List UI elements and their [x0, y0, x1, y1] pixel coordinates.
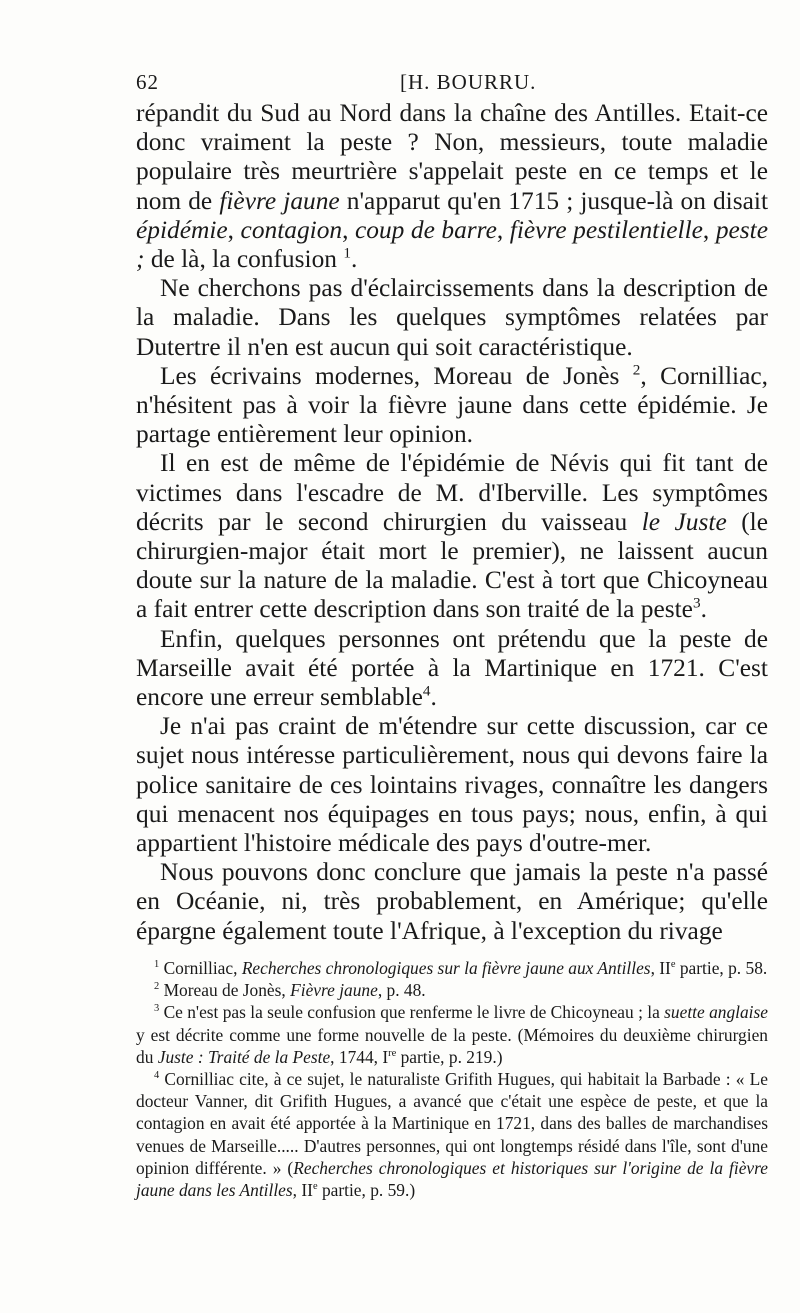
italic-text: Juste : Traité de la Peste [157, 1046, 331, 1067]
text-run: Nous pouvons donc conclure que jamais la peste n'a passé en Océanie, ni, très probablement, en Amérique; qu'elle épargne également toute l'Afrique, à l'exception du rivage [136, 858, 768, 945]
italic-text: épidémie [136, 215, 228, 244]
text-run: partie, p. 59.) [317, 1180, 416, 1201]
italic-text: peste ; [136, 215, 768, 274]
italic-text: fièvre jaune [219, 186, 340, 215]
italic-text: fièvre pestilentielle [509, 215, 703, 244]
text-run: , 1744, I [330, 1046, 389, 1067]
note-marker: 4 [422, 682, 431, 700]
footnote-4 [136, 1068, 768, 1201]
text-run: Enfin, quelques personnes ont prétendu que la peste de Marseille avait été portée à la Martinique en 1721. C'est encore une erreur semblable [136, 624, 768, 712]
text-run: , [702, 215, 716, 244]
text-run: , p. 48. [377, 980, 426, 1001]
paragraph-4 [136, 449, 768, 624]
text-run: Les écrivains modernes, Moreau de Jonès [160, 361, 633, 390]
paragraph-2 [136, 274, 768, 362]
italic-text: le Juste [641, 507, 727, 536]
page-number: 62 [136, 70, 159, 94]
text-run: , [496, 215, 510, 244]
italic-text: Fièvre jaune [290, 980, 378, 1001]
italic-text: Recherches chronologiques et historiques sur l'origine de la fièvre jaune dans les Antilles [136, 1157, 768, 1201]
italic-text: suette anglaise [664, 1002, 769, 1023]
italic-text: Recherches chronologiques sur la fièvre jaune aux Antilles [241, 958, 651, 978]
text-run: Moreau de Jonès, [159, 980, 291, 1001]
note-marker: 1 [154, 959, 160, 971]
text-run: , [227, 215, 241, 244]
paragraph-6 [136, 712, 768, 858]
italic-text: contagion [240, 215, 343, 244]
text-run: n'apparut qu'en 1715 ; jusque-là on disait [339, 186, 769, 215]
footnote-3 [136, 1001, 768, 1068]
note-marker: 3 [692, 594, 701, 612]
note-marker: e [670, 959, 676, 971]
text-run: Cornilliac cite, à ce sujet, le naturaliste Grifith Hugues, qui habitait la Barbade : « Le docteur Vanner, dit Grifith Hugues, a avancé que c'était une espèce de peste, et que la contagion en avait été apportée à la Martinique en 1721, dans des balles de marchandises venues de Marseille..... D'autres personnes, qui ont longtemps résidé dans l'île, sont d'une opinion différente. » ( [136, 1069, 768, 1178]
paragraph-1 [136, 99, 768, 274]
text-run: . [700, 595, 707, 624]
note-marker: 3 [154, 1003, 160, 1015]
text-run: Ce n'est pas la seule confusion que renferme le livre de Chicoyneau ; la [159, 1002, 665, 1023]
note-marker: 2 [154, 981, 160, 993]
note-marker: 4 [154, 1070, 160, 1082]
text-run: Ne cherchons pas d'éclaircissements dans la description de la maladie. Dans les quelques symptômes relatées par Dutertre il n'en est aucun qui soit caractéristique. [136, 274, 768, 361]
note-marker: 2 [632, 361, 641, 379]
main-text [136, 99, 768, 946]
text-run: Il en est de même de l'épidémie de Névis qui fit tant de victimes dans l'escadre de M. d'Iberville. Les symptômes décrits par le second chirurgien du vaisseau [136, 449, 768, 536]
italic-text: coup de barre [355, 215, 497, 244]
text-run: partie, p. 58. [675, 958, 768, 978]
text-run: répandit du Sud au Nord dans la chaîne des Antilles. Etait-ce donc vraiment la peste ? Non, messieurs, toute maladie populaire très meurtrière s'appelait peste en ce temps et le nom de [136, 99, 768, 215]
paragraph-7 [136, 858, 768, 946]
text-run: . [430, 683, 437, 712]
text-run: partie, p. 219.) [396, 1046, 503, 1067]
text-run: , II [650, 958, 671, 978]
paragraph-5 [136, 625, 768, 713]
footnotes [136, 957, 768, 1201]
paragraph-3 [136, 362, 768, 450]
footnote-1 [136, 957, 768, 979]
text-run: , II [292, 1180, 313, 1201]
text-run: de là, la confusion [144, 245, 344, 274]
footnote-2 [136, 979, 768, 1001]
text-run: , Cornilliac, n'hésitent pas à voir la fièvre jaune dans cette épidémie. Je partage entièrement leur opinion. [136, 361, 768, 449]
note-marker: re [388, 1048, 397, 1060]
text-run: y est décrite comme une forme nouvelle de la peste. (Mémoires du deuxième chirurgien du [136, 1024, 768, 1067]
text-run: Cornilliac, [159, 958, 242, 978]
text-run: , [342, 215, 355, 244]
note-marker: 1 [343, 244, 351, 262]
page-header [136, 70, 768, 98]
text-run: . [350, 245, 358, 274]
text-run: Je n'ai pas craint de m'étendre sur cette discussion, car ce sujet nous intéresse particulièrement, nous qui devons faire la police sanitaire de ces lointains rivages, connaître les dangers qui menacent nos équipages en tous pays; nous, enfin, à qui appartient l'histoire médicale des pays d'outre-mer. [136, 712, 768, 858]
text-run: (le chirurgien-major était mort le premier), ne laissent aucun doute sur la nature de la maladie. C'est à tort que Chicoyneau a fait entrer cette description dans son traité de la peste [136, 507, 768, 624]
note-marker: e [312, 1181, 318, 1193]
running-head: [H. BOURRU. [400, 70, 537, 94]
